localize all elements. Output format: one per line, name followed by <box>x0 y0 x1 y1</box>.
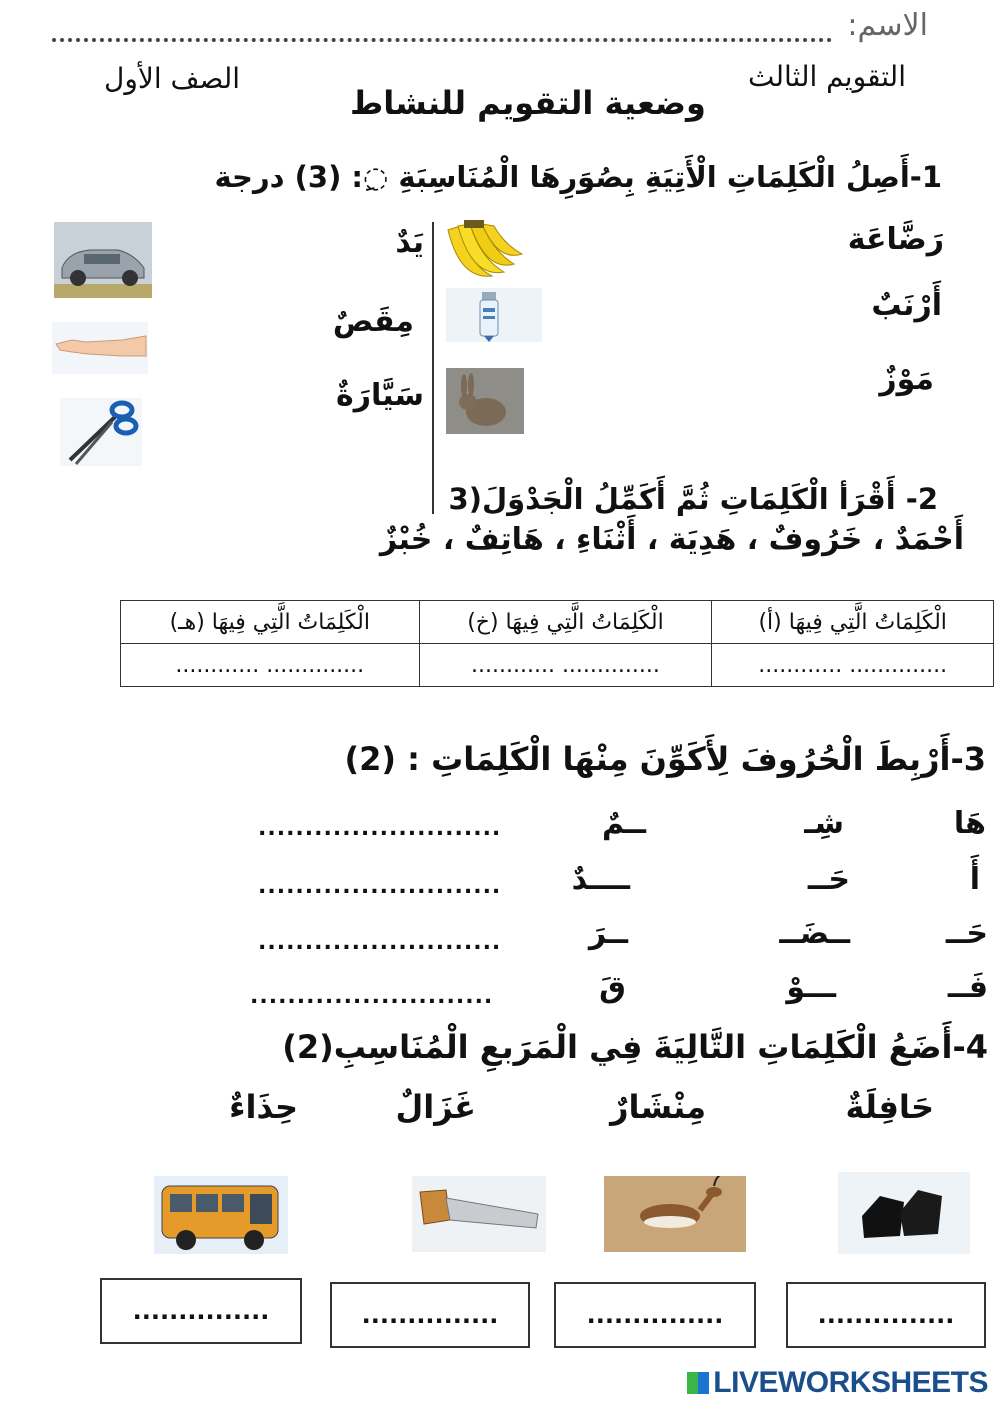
q3-letter: هَا <box>953 806 986 841</box>
name-input-line[interactable] <box>52 38 832 42</box>
q1-word-bottle[interactable]: رَضَّاعَة <box>847 222 944 257</box>
q1-word-hand[interactable]: يَدٌ <box>395 225 424 260</box>
baby-bottle-image[interactable] <box>446 288 542 342</box>
table-cell-kha[interactable]: .............. ............ <box>419 644 712 687</box>
q3-answer-field[interactable]: .......................... <box>250 984 494 1009</box>
banana-image[interactable] <box>438 218 524 282</box>
table-header-kha: الْكَلِمَاتُ الَّتِي فِيهَا (خ) <box>419 601 712 644</box>
q3-letter: ــمٌ <box>601 806 646 841</box>
q1-word-banana[interactable]: مَوْزٌ <box>879 362 934 397</box>
answer-box-shoes[interactable]: ............... <box>786 1282 986 1348</box>
q3-letter: شِـ <box>804 806 844 841</box>
q3-letter: ــــدٌ <box>571 862 630 897</box>
answer-box-bus[interactable]: ............... <box>100 1278 302 1344</box>
q2-table <box>120 600 994 687</box>
shoes-image <box>838 1172 970 1254</box>
q2-instruction: 2- أَقْرَأ الْكَلِمَاتِ ثُمَّ أَكَمِّلُ الْجَدْوَلَ(3 <box>448 482 938 516</box>
q3-letter: ــرَ <box>588 916 628 951</box>
page-title: وضعية التقويم للنشاط <box>350 84 706 122</box>
answer-box-saw[interactable]: ............... <box>330 1282 530 1348</box>
q4-word-shoes[interactable]: حِذَاءٌ <box>229 1088 298 1126</box>
brand-text: LIVEWORKSHEETS <box>713 1366 988 1399</box>
q3-answer-field[interactable]: .......................... <box>258 930 502 955</box>
q3-answer-field[interactable]: .......................... <box>258 816 502 841</box>
table-cell-alif[interactable]: .............. ............ <box>712 644 994 687</box>
q3-letter: ـــوْ <box>786 970 836 1005</box>
saw-image <box>412 1176 546 1252</box>
bus-image <box>154 1176 288 1254</box>
q1-word-car[interactable]: سَيَّارَةٌ <box>336 378 424 413</box>
q3-answer-field[interactable]: .......................... <box>258 874 502 899</box>
q3-letter: أَ <box>969 862 980 897</box>
gazelle-image <box>604 1176 746 1252</box>
q4-word-bus[interactable]: حَافِلَةٌ <box>845 1088 934 1126</box>
q3-letter: حَــ <box>945 916 988 951</box>
q1-word-scissors[interactable]: مِقَصٌ <box>332 304 414 339</box>
car-image[interactable] <box>54 222 152 298</box>
divider-line <box>432 222 434 514</box>
liveworksheets-logo <box>687 1366 988 1400</box>
q1-instruction: 1-أَصِلُ الْكَلِمَاتِ الْأَتِيَةِ بِصُوَرِهَا الْمُنَاسِبَةِ ◌ِ: (3) درجة <box>214 160 942 194</box>
q2-words-line: أَحْمَدٌ ، خَرُوفٌ ، هَدِيَة ، أَثْنَاءِ ، هَاتِفٌ ، خُبْزٌ <box>379 522 964 557</box>
logo-icon <box>687 1372 709 1394</box>
grade-label: الصف الأول <box>104 62 241 95</box>
q1-word-rabbit[interactable]: أَرْنَبٌ <box>871 288 942 323</box>
q4-word-saw[interactable]: مِنْشَارٌ <box>610 1088 706 1126</box>
table-cell-ha[interactable]: .............. ............ <box>121 644 420 687</box>
q4-word-gazelle[interactable]: غَزَالٌ <box>395 1088 476 1126</box>
name-label: الاسم: <box>847 8 928 43</box>
table-header-ha: الْكَلِمَاتُ الَّتِي فِيهَا (هـ) <box>121 601 420 644</box>
answer-box-gazelle[interactable]: ............... <box>554 1282 756 1348</box>
q3-letter: قَ <box>599 970 626 1005</box>
scissors-image[interactable] <box>60 398 142 466</box>
evaluation-label: التقويم الثالث <box>747 60 906 93</box>
q3-letter: فَــ <box>947 970 988 1005</box>
q3-letter: حَــ <box>807 862 850 897</box>
q3-letter: ــضَــ <box>779 916 850 951</box>
table-header-alif: الْكَلِمَاتُ الَّتِي فِيهَا (أ) <box>712 601 994 644</box>
rabbit-image[interactable] <box>446 368 524 434</box>
hand-image[interactable] <box>52 322 148 374</box>
q4-instruction: 4-أَضَعُ الْكَلِمَاتِ التَّالِيَةَ فِي الْمَرَبعِ الْمُنَاسِبِ(2) <box>282 1028 988 1066</box>
q3-instruction: 3-أَرْبِطَ الْحُرُوفَ لِأَكَوِّنَ مِنْهَا الْكَلِمَاتِ : (2) <box>344 740 986 778</box>
